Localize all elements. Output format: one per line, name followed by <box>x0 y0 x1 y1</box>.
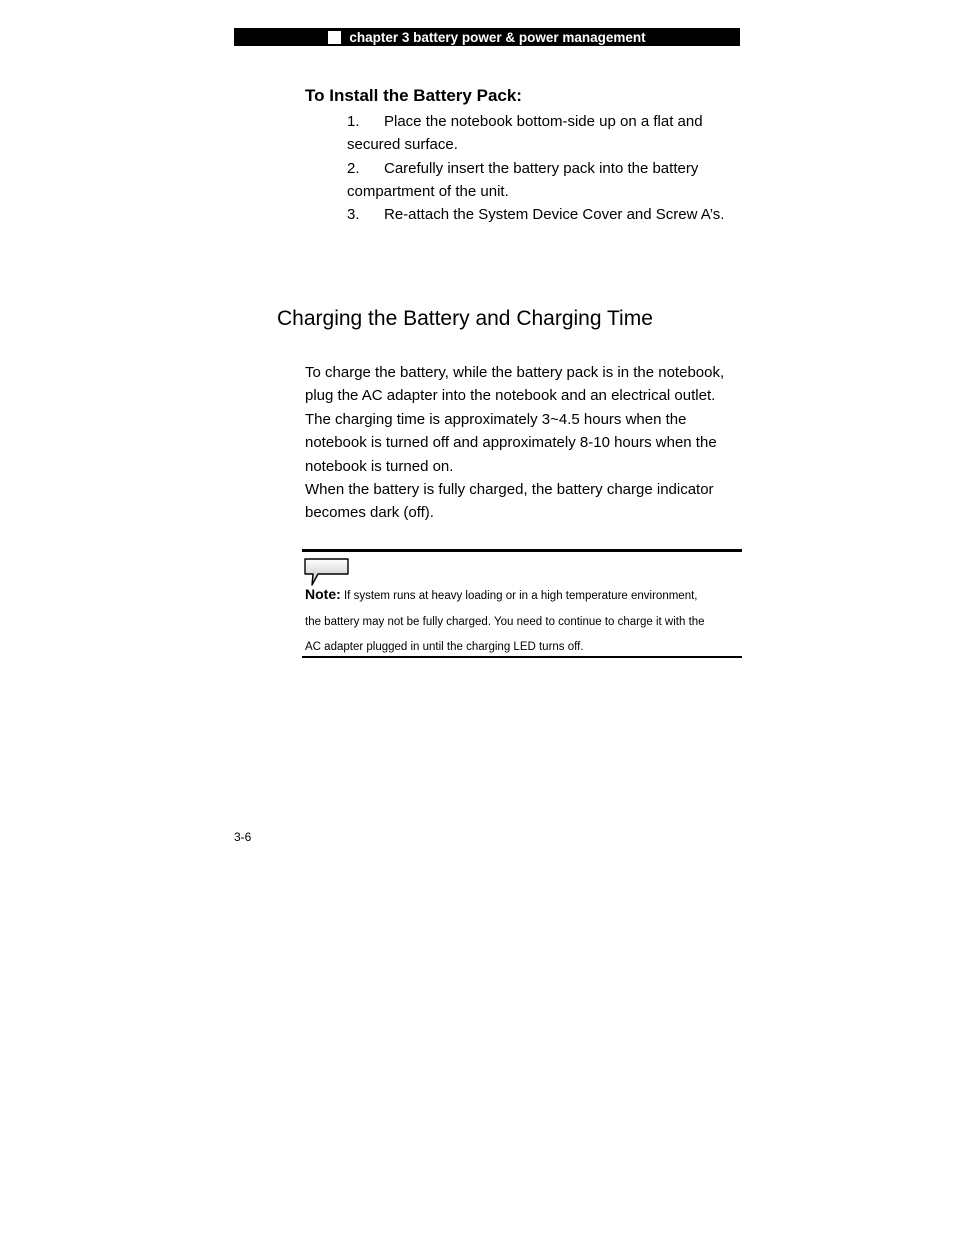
chapter-header <box>234 28 740 46</box>
step-2 <box>347 157 747 204</box>
page-number: 3-6 <box>234 830 252 844</box>
note-line-3: AC adapter plugged in until the charging LED turns off. <box>305 641 584 654</box>
paragraph-line: becomes dark (off). <box>305 504 434 522</box>
chapter-title: chapter 3 battery power & power management <box>349 29 646 45</box>
note-box <box>302 549 742 658</box>
paragraph-line: plug the AC adapter into the notebook and an electrical outlet. <box>305 387 716 405</box>
header-square-icon <box>328 31 341 44</box>
note-line-1: If system runs at heavy loading or in a high temperature environment, <box>343 590 698 602</box>
step-number: 1. <box>347 113 360 130</box>
step-text: Carefully insert the battery pack into the battery <box>384 159 699 177</box>
section-title-charging: Charging the Battery and Charging Time <box>277 307 653 330</box>
note-text <box>305 582 745 661</box>
step-text: Re-attach the System Device Cover and Screw A’s. <box>384 206 725 224</box>
install-heading: To Install the Battery Pack: <box>305 86 522 105</box>
step-1 <box>347 110 747 157</box>
paragraph-line: The charging time is approximately 3~4.5 hours when the <box>305 410 687 428</box>
step-text-continued: secured surface. <box>347 136 458 154</box>
note-line <box>305 582 745 610</box>
paragraph-line: To charge the battery, while the battery pack is in the notebook, <box>305 364 725 381</box>
paragraph-line: notebook is turned on. <box>305 457 454 475</box>
paragraph-line: notebook is turned off and approximately 8-10 hours when the <box>305 434 717 452</box>
step-number: 2. <box>347 159 360 177</box>
install-steps <box>347 110 747 226</box>
step-text: Place the notebook bottom-side up on a flat and <box>384 113 703 130</box>
step-3 <box>347 203 747 226</box>
paragraph-line: When the battery is fully charged, the battery charge indicator <box>305 481 714 499</box>
note-label: Note: <box>305 586 341 602</box>
note-line-2: the battery may not be fully charged. You need to continue to charge it with the <box>305 615 705 628</box>
step-number: 3. <box>347 206 360 224</box>
step-text-continued: compartment of the unit. <box>347 182 509 200</box>
charging-paragraph <box>305 361 750 525</box>
